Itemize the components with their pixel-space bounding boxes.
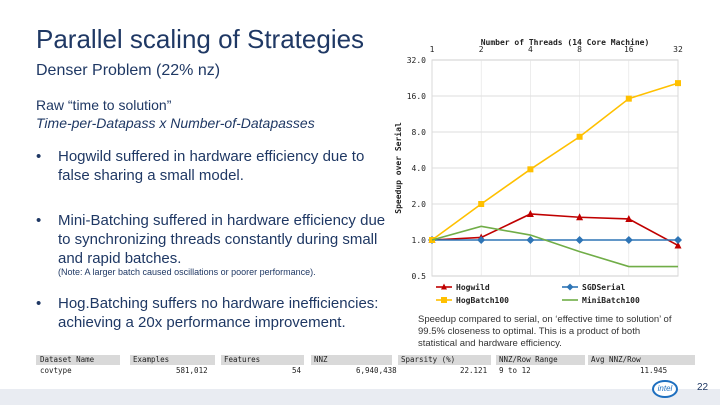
stats-value: 54 (292, 366, 302, 375)
stats-value: 11.945 (640, 366, 668, 375)
x-tick-label: 16 (623, 45, 634, 54)
stats-value: 22.121 (460, 366, 488, 375)
batch-note: (Note: A larger batch caused oscillations or poorer performance). (58, 267, 316, 277)
speedup-chart (390, 34, 690, 309)
x-tick-label: 1 (429, 45, 435, 54)
chart-title: Number of Threads (14 Core Machine) (480, 38, 650, 47)
y-tick-label: 32.0 (406, 56, 426, 65)
stats-header: Avg NNZ/Row (588, 355, 695, 365)
formula-line-2: Time-per-Datapass x Number-of-Datapasses (36, 115, 315, 131)
legend-label: SGDSerial (582, 283, 626, 292)
data-point (527, 166, 533, 172)
bullet-text: Mini-Batching suffered in hardware efficiency due to synchronizing threads constantly during small and rapid batches. (58, 212, 386, 267)
y-tick-label: 1.0 (411, 236, 426, 245)
y-axis-label: Speedup over Serial (394, 122, 403, 214)
bullet-dot: • (36, 148, 42, 165)
slide-subtitle: Denser Problem (22% nz) (36, 62, 221, 79)
slide-title: Parallel scaling of Strategies (36, 24, 365, 54)
chart-caption: Speedup compared to serial, on ‘effective time to solution’ of 99.5% closeness to optimal. This is a product of both statistical and hardware efficiency. (418, 314, 672, 349)
stats-header: Dataset Name (36, 355, 120, 365)
x-tick-label: 4 (527, 45, 533, 54)
bullet-dot: • (36, 212, 42, 229)
bullet-text: Hog.Batching suffers no hardware inefficiencies: achieving a 20x performance improvement. (58, 295, 379, 331)
stats-value: covtype (40, 366, 72, 375)
bullet-text: Hogwild suffered in hardware efficiency due to false sharing a small model. (58, 148, 365, 184)
y-tick-label: 0.5 (411, 272, 426, 281)
y-tick-label: 4.0 (411, 164, 426, 173)
legend-label: HogBatch100 (456, 296, 509, 305)
y-tick-label: 16.0 (406, 92, 426, 101)
stats-header: Features (221, 355, 304, 365)
y-tick-label: 8.0 (411, 128, 426, 137)
data-point (478, 201, 484, 207)
x-tick-label: 32 (673, 45, 683, 54)
stats-value: 581,012 (176, 366, 208, 375)
x-tick-label: 2 (478, 45, 484, 54)
data-point (675, 80, 681, 86)
stats-header: NNZ (311, 355, 392, 365)
stats-header: Examples (130, 355, 215, 365)
legend-label: MiniBatch100 (582, 296, 640, 305)
legend-marker (567, 284, 574, 291)
formula-block (36, 96, 315, 132)
legend-label: Hogwild (456, 283, 490, 292)
stats-header: NNZ/Row Range (496, 355, 585, 365)
page-number: 22 (697, 382, 709, 393)
stats-value: 9 to 12 (499, 366, 531, 375)
stats-value: 6,940,438 (356, 366, 397, 375)
y-tick-label: 2.0 (411, 200, 426, 209)
data-point (577, 134, 583, 140)
dataset-stats-table (36, 355, 696, 377)
footer-bar (0, 389, 720, 405)
legend-marker (441, 297, 447, 303)
stats-header: Sparsity (%) (398, 355, 491, 365)
bullet-dot: • (36, 295, 42, 312)
x-tick-label: 8 (577, 45, 583, 54)
intel-logo: intel (652, 380, 678, 398)
data-point (626, 96, 632, 102)
formula-line-1: Raw “time to solution” (36, 97, 172, 113)
